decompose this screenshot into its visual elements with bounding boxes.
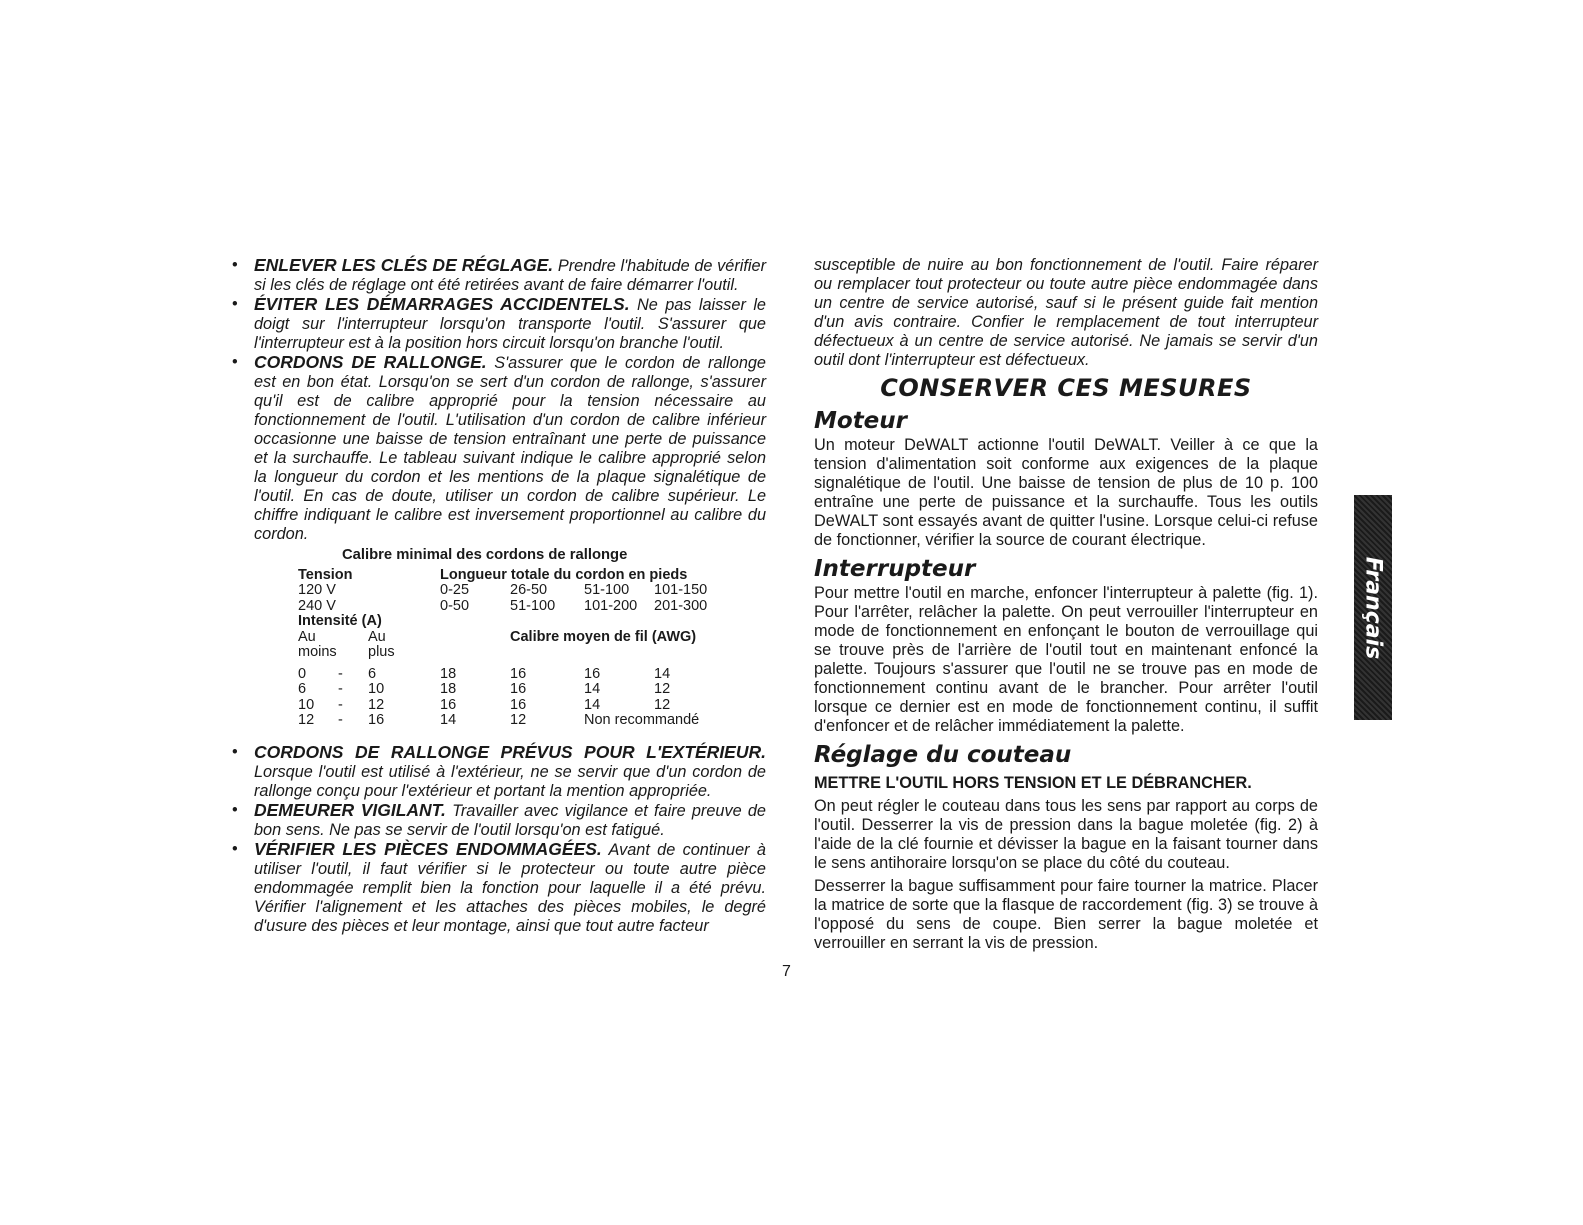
table-cell: -: [338, 696, 343, 713]
bullet-text: Avant de continuer à utiliser l'outil, il faut vérifier si le protecteur ou toute autre pièce endommagée remplit bien la fonction pour laquelle il a été prévu. Vérifier l'alignement et les attaches des pièces mobiles, le degré d'usure des pièces et leur montage, ainsi que tout autre facteur: [254, 840, 766, 935]
bullet-demarrages: • ÉVITER LES DÉMARRAGES ACCIDENTELS. Ne pas laisser le doigt sur l'interrupteur lorsqu'on transporte l'outil. S'assurer que l'interrupteur est à la position hors circuit lorsqu'on branche l'outil.: [232, 294, 766, 352]
bullet-heading: DEMEURER VIGILANT.: [254, 799, 446, 820]
table-au-row: [298, 630, 766, 646]
table-cell: plus: [368, 644, 395, 660]
table-cell: -: [338, 712, 343, 728]
table-cell: 16: [368, 712, 385, 728]
table-cell: Au: [298, 628, 316, 645]
table-cell: 16: [584, 665, 601, 682]
table-cell: 16: [510, 665, 527, 682]
language-side-tab: [1354, 495, 1392, 720]
side-tab-label: Français: [1360, 556, 1386, 659]
table-cell: 10: [298, 696, 315, 713]
table-cell: 101-200: [584, 597, 638, 614]
conserver-heading: CONSERVER CES MESURES: [880, 374, 1252, 402]
bullet-text: Prendre l'habitude de vérifier si les clés de réglage ont été retirées avant de faire démarrer l'outil.: [254, 257, 766, 294]
reglage-paragraph-1: On peut régler le couteau dans tous les sens par rapport au corps de l'outil. Desserrer la vis de pression dans la bague moletée (fig. 2) à l'aide de la clé fournie et dévisser la bague en la faisant tourner dans le sens antihoraire lorsqu'on se place du côté du couteau.: [814, 797, 1318, 872]
table-cell: 0-50: [440, 597, 470, 614]
table-cell: 14: [654, 665, 671, 682]
table-cell: 10: [368, 681, 385, 697]
bullet-heading: CORDONS DE RALLONGE.: [254, 352, 487, 372]
interrupteur-heading: Interrupteur: [814, 556, 976, 582]
extension-cord-table: [298, 548, 766, 729]
reglage-paragraph-2: Desserrer la bague suffisamment pour faire tourner la matrice. Placer la matrice de sorte que la flasque de raccordement (fig. 3) se trouve à l'opposé du sens de coupe. Bien serrer la bague moletée et verrouiller en serrant la vis de pression.: [814, 877, 1318, 952]
bullet-heading: CORDONS DE RALLONGE PRÉVUS POUR L'EXTÉRIEUR.: [254, 741, 766, 762]
reglage-heading: Réglage du couteau: [814, 742, 1072, 768]
table-row-120v: [298, 583, 766, 599]
table-cell: -: [338, 665, 343, 682]
bullet-vigilant: • DEMEURER VIGILANT. Travailler avec vigilance et faire preuve de bon sens. Ne pas se servir de l'outil lorsqu'on est fatigué.: [232, 799, 766, 839]
continued-text: susceptible de nuire au bon fonctionnement de l'outil. Faire réparer ou remplacer tout protecteur ou toute autre pièce endommagée dans un centre de service autorisé, sauf si le présent guide fait mention d'un avis contraire. Confier le remplacement de tout interrupteur défectueux à un centre de service autorisé. Ne jamais se servir d'un outil dont l'interrupteur est défectueux.: [814, 256, 1318, 369]
table-cell: 14: [584, 681, 601, 697]
table-cell: 101-150: [654, 582, 708, 598]
table-cell: 14: [440, 712, 457, 728]
table-cell: 240 V: [298, 597, 336, 614]
moteur-heading: Moteur: [814, 408, 907, 434]
table-row-240v: [298, 599, 766, 615]
table-header-longueur: Longueur totale du cordon en pieds: [440, 566, 688, 583]
bullet-cles: • ENLEVER LES CLÉS DE RÉGLAGE. Prendre l'habitude de vérifier si les clés de réglage ont été retirées avant de faire démarrer l'outil.: [232, 255, 766, 294]
bullet-text: S'assurer que le cordon de rallonge est en bon état. Lorsqu'on se sert d'un cordon de rallonge, s'assurer qu'il est de calibre approprié pour la tension nécessaire au fonctionnement de l'outil. L'utilisation d'un cordon de calibre inférieur occasionne une baisse de tension entraînant une perte de puissance et la surchauffe. Le tableau suivant indique le calibre approprié selon la longueur du cordon et les mentions de la plaque signalétique de l'outil. En cas de doute, utiliser un cordon de calibre supérieur. Le chiffre indiquant le calibre est inversement proportionnel au calibre du cordon.: [254, 354, 766, 543]
table-cell: 14: [584, 696, 601, 713]
table-cell: 12: [654, 696, 671, 713]
table-cell: 12: [654, 681, 671, 697]
table-header-row: [298, 568, 766, 584]
bullet-cordons: • CORDONS DE RALLONGE. S'assurer que le cordon de rallonge est en bon état. Lorsqu'on se sert d'un cordon de rallonge, s'assurer qu'il est de calibre approprié pour la tension nécessaire au fonctionnement de l'outil. L'utilisation d'un cordon de calibre inférieur occasionne une baisse de tension entraînant une perte de puissance et la surchauffe. Le tableau suivant indique le calibre approprié selon la longueur du cordon et les mentions de la plaque signalétique de l'outil. En cas de doute, utiliser un cordon de calibre supérieur. Le chiffre indiquant le calibre est inversement proportionnel au calibre du cordon.: [232, 352, 766, 543]
reglage-warning: METTRE L'OUTIL HORS TENSION ET LE DÉBRANCHER.: [814, 774, 1252, 792]
table-header-intensite: Intensité (A): [298, 613, 382, 629]
page-number: 7: [782, 963, 791, 980]
table-cell: 26-50: [510, 582, 548, 598]
bullet-text: Ne pas laisser le doigt sur l'interrupteur lorsqu'on transporte l'outil. S'assurer que l'interrupteur est à la position hors circuit lorsqu'on branche l'outil.: [254, 296, 766, 352]
table-cell: 16: [510, 681, 527, 697]
bullet-heading: VÉRIFIER LES PIÈCES ENDOMMAGÉES.: [254, 838, 602, 859]
table-header-tension: Tension: [298, 566, 353, 583]
table-cell: 6: [298, 681, 307, 697]
table-cell: 0: [298, 665, 307, 682]
table-cell: 12: [510, 712, 527, 728]
table-cell: 16: [510, 696, 527, 713]
table-amp-rows: [298, 667, 766, 729]
table-title: Calibre minimal des cordons de rallonge: [342, 547, 628, 563]
table-cell: Non recommandé: [584, 712, 700, 728]
bullet-heading: ÉVITER LES DÉMARRAGES ACCIDENTELS.: [254, 294, 630, 314]
table-cell: -: [338, 681, 343, 697]
table-cell: 51-100: [510, 597, 556, 614]
table-cell: 12: [368, 696, 385, 713]
table-moins-row: [298, 645, 766, 661]
table-row: [298, 667, 766, 683]
table-header-calibre: Calibre moyen de fil (AWG): [510, 628, 697, 645]
table-cell: Au: [368, 628, 386, 645]
table-cell: moins: [298, 644, 337, 660]
bullet-heading: ENLEVER LES CLÉS DE RÉGLAGE.: [254, 255, 554, 275]
bullet-exterieur: • CORDONS DE RALLONGE PRÉVUS POUR L'EXTÉRIEUR. Lorsque l'outil est utilisé à l'extérieur, ne se servir que d'un cordon de rallonge conçu pour l'extérieur et portant la mention appropriée.: [232, 741, 766, 800]
interrupteur-text: Pour mettre l'outil en marche, enfoncer l'interrupteur à palette (fig. 1). Pour l'arrêter, relâcher la palette. On peut verrouiller l'interrupteur en mode de fonctionnement en enfonçant le bouton de verrouillage qui se trouve près de l'arrière de l'outil tout en maintenant enfoncé la palette. Toujours s'assurer que l'outil ne se trouve pas en mode de fonctionnement continu avant de le brancher. Pour arrêter l'outil lorsque ce dernier est en mode de fonctionnement continu, il suffit d'enfoncer et de relâcher immédiatement la palette.: [814, 584, 1318, 735]
table-cell: 51-100: [584, 582, 630, 598]
left-column: [232, 256, 766, 936]
table-intensite-row: [298, 614, 766, 630]
table-row: [298, 713, 766, 729]
table-cell: 120 V: [298, 582, 336, 598]
bullet-text: Lorsque l'outil est utilisé à l'extérieur, ne se servir que d'un cordon de rallonge conçu pour l'extérieur et portant la mention appropriée.: [254, 762, 766, 800]
table-cell: 18: [440, 681, 457, 697]
bullet-text: Travailler avec vigilance et faire preuve de bon sens. Ne pas se servir de l'outil lorsqu'on est fatigué.: [254, 801, 766, 839]
right-column: [814, 256, 1318, 953]
table-cell: 12: [298, 712, 315, 728]
table-cell: 16: [440, 696, 457, 713]
bullet-pieces: • VÉRIFIER LES PIÈCES ENDOMMAGÉES. Avant de continuer à utiliser l'outil, il faut vérifier si le protecteur ou toute autre pièce endommagée remplit bien la fonction pour laquelle il a été prévu. Vérifier l'alignement et les attaches des pièces mobiles, le degré d'usure des pièces et leur montage, ainsi que tout autre facteur: [232, 838, 766, 935]
table-cell: 18: [440, 665, 457, 682]
moteur-text: Un moteur DeWALT actionne l'outil DeWALT. Veiller à ce que la tension d'alimentation soit conforme aux exigences de la plaque signalétique de l'outil. Une baisse de tension de plus de 10 p. 100 entraîne une perte de puissance et la surchauffe. Tous les outils DeWALT sont essayés avant de quitter l'usine. Lorsque celui-ci refuse de fonctionner, vérifier la source de courant électrique.: [814, 436, 1318, 549]
table-row: [298, 698, 766, 714]
table-row: [298, 682, 766, 698]
table-cell: 0-25: [440, 582, 470, 598]
table-cell: 201-300: [654, 597, 708, 614]
table-cell: 6: [368, 665, 377, 682]
